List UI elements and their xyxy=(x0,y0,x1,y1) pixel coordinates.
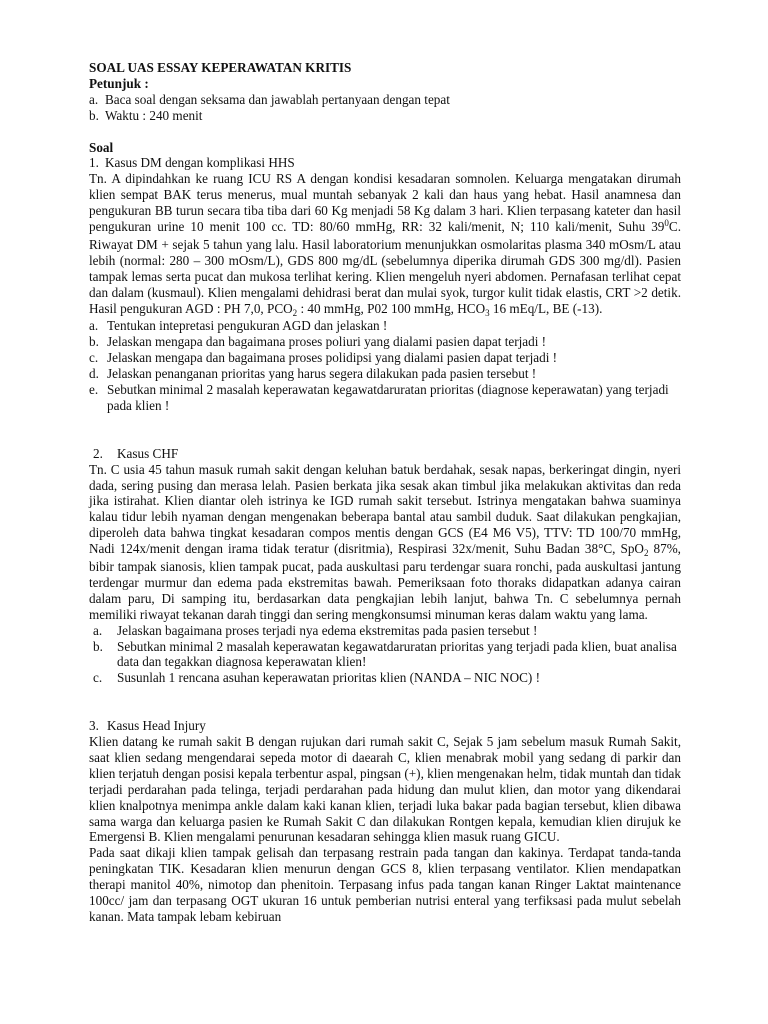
question-item: c. Susunlah 1 rencana asuhan keperawatan prioritas klien (NANDA – NIC NOC) ! xyxy=(93,670,540,686)
case-title: Kasus Head Injury xyxy=(107,718,206,734)
case-title: Kasus DM dengan komplikasi HHS xyxy=(105,155,295,171)
case-heading xyxy=(89,446,681,462)
instruction-item xyxy=(89,108,681,124)
case-heading xyxy=(89,718,681,734)
question-item: b. Jelaskan mengapa dan bagaimana proses poliuri yang dialami pasien dapat terjadi ! xyxy=(89,334,547,350)
instructions-label: Petunjuk : xyxy=(89,75,149,91)
case-paragraph: Klien datang ke rumah sakit B dengan rujukan dari rumah sakit C, Sejak 5 jam sebelum masuk Rumah Sakit, saat klien sedang mengendarai sepeda motor di daearah C, klien menabrak mobil yang sedang di parkir dan klien terjatuh dengan posisi kepala terbentur aspal, pingsan (+), klien mengenakan helm, tidak muntah dan tidak terjadi perdarahan pada telinga, terjadi perdarahan pada hidung dan mulut klien, dan motor yang dikendarai klien knalpotnya menimpa ankle dalam kaki kanan klien, terjadi luka bakar pada bagian tersebut, klien dibawa sama warga dan keluarga pasien ke Rumah Sakit C dan dilakukan Rontgen kepala, kemudian klien dirujuk ke Emergensi B. Klien mengalami penurunan kesadaran sehingga klien masuk ruang GICU. xyxy=(89,733,681,845)
question-item: e. Sebutkan minimal 2 masalah keperawatan kegawatdaruratan prioritas (diagnose keperawatan) yang terjadi pada klien ! xyxy=(89,382,669,414)
case-heading xyxy=(89,155,681,171)
case-paragraph: Tn. A dipindahkan ke ruang ICU RS A dengan kondisi kesadaran somnolen. Keluarga mengatakan dirumah klien sempat BAK terus menerus, mual muntah sebanyak 2 kali dan haus yang hebat. Hasil anamnesa dan pengukuran BB turun secara tiba tiba dari 60 Kg menjadi 58 Kg dalam 3 hari. Klien terpasang kateter dan hasil pengukuran urine 10 menit 100 cc. TD: 80/60 mmHg, RR: 32 kali/menit, N; 110 kali/menit, Suhu $39^0C$. Riwayat DM + sejak 5 tahun yang lalu. Hasil laboratorium menunjukkan osmolaritas plasma 340 mOsm/L atau lebih (normal: 280 – 300 mOsm/L), GDS 800 mg/dL (sebelumnya diperika dirumah GDS 300 mg/dl). Pasien tampak lemas serta pucat dan mukosa terlihat kering. Klien mengeluh nyeri abdomen. Pernafasan terlihat cepat dan dalam (kusmaul). Klien mengalami dehidrasi berat dan mulai syok, turgor kulit tidak elastis, CRT >2 detik. Hasil pengukuran AGD : PH 7,0, $PCO_2$ : 40 mmHg, P02 100 mmHg, $HCO_3$ 16 mEq/L, BE (-13). xyxy=(89,171,681,318)
list-marker: a. xyxy=(89,91,99,107)
case-paragraph: Pada saat dikaji klien tampak gelisah dan terpasang restrain pada tangan dan kakinya. Terdapat tanda-tanda peningkatan TIK. Kesadaran klien menurun dengan GCS 8, klien terpasang ventilator. Klien mendapatkan therapi manitol 40%, nimotop dan phenitoin. Terpasang infus pada tangan kanan Ringer Laktat maintenance 100cc/ jam dan terpasang OGT ukuran 16 untuk pemberian nutrisi enteral yang terfiksasi pada mulut sebelah kanan. Mata tampak lebam kebiruan xyxy=(89,845,681,924)
question-item: a. Tentukan intepretasi pengukuran AGD dan jelaskan ! xyxy=(89,318,388,334)
case-title: Kasus CHF xyxy=(117,445,179,461)
case-number: 1. xyxy=(89,155,99,171)
question-item: a. Jelaskan bagaimana proses terjadi nya edema ekstremitas pada pasien tersebut ! xyxy=(93,622,538,638)
question-item: b. Sebutkan minimal 2 masalah keperawatan kegawatdaruratan prioritas yang terjadi pada klien, buat analisa data dan tegakkan diagnosa keperawatan klien! xyxy=(93,638,677,670)
soal-label: Soal xyxy=(89,139,114,155)
instruction-text: Baca soal dengan seksama dan jawablah pertanyaan dengan tepat xyxy=(105,91,450,107)
case-number: 3. xyxy=(89,718,99,734)
question-item: d. Jelaskan penanganan prioritas yang harus segera dilakukan pada pasien tersebut ! xyxy=(89,366,537,382)
document-page xyxy=(89,60,681,925)
question-item: c. Jelaskan mengapa dan bagaimana proses polidipsi yang dialami pasien dapat terjadi ! xyxy=(89,350,558,366)
instruction-item xyxy=(89,92,681,108)
case-number: 2. xyxy=(93,445,103,461)
document-title: SOAL UAS ESSAY KEPERAWATAN KRITIS xyxy=(89,60,352,75)
list-marker: b. xyxy=(89,107,99,123)
instruction-text: Waktu : 240 menit xyxy=(105,107,203,123)
case-paragraph: Tn. C usia 45 tahun masuk rumah sakit dengan keluhan batuk berdahak, sesak napas, berkeringat dingin, nyeri dada, sering pusing dan merasa lelah. Pasien berkata jika sesak akan timbul jika melakukan aktivitas dan reda jika istirahat. Klien diantar oleh istrinya ke IGD rumah sakit tersebut. Istrinya mengatakan bahwa suaminya kalau tidur lebih nyaman dengan mengenakan beberapa bantal atau sambil duduk. Saat dilakukan pengkajian, diperoleh data bahwa tingkat kesadaran compos mentis dengan GCS (E4 M6 V5), TTV: TD 100/70 mmHg, Nadi 124x/menit dengan irama tidak teratur (disritmia), Respirasi 32x/menit, Suhu Badan 38°C, SpO$_2$ 87%, bibir tampak sianosis, klien tampak pucat, pada auskultasi paru terdengar suara ronchi, pada auskultasi jantung terdengar murmur dan edema pada ekstremitas bawah. Pemeriksaan foto thoraks didapatkan adanya cairan dalam paru, Di samping itu, berdasarkan data pengkajian lebih lanjut, bahwa Tn. C sebelumnya pernah memiliki riwayat tekanan darah tinggi dan sering mengkonsumsi minuman keras dalam waktu yang lama. xyxy=(89,461,681,622)
